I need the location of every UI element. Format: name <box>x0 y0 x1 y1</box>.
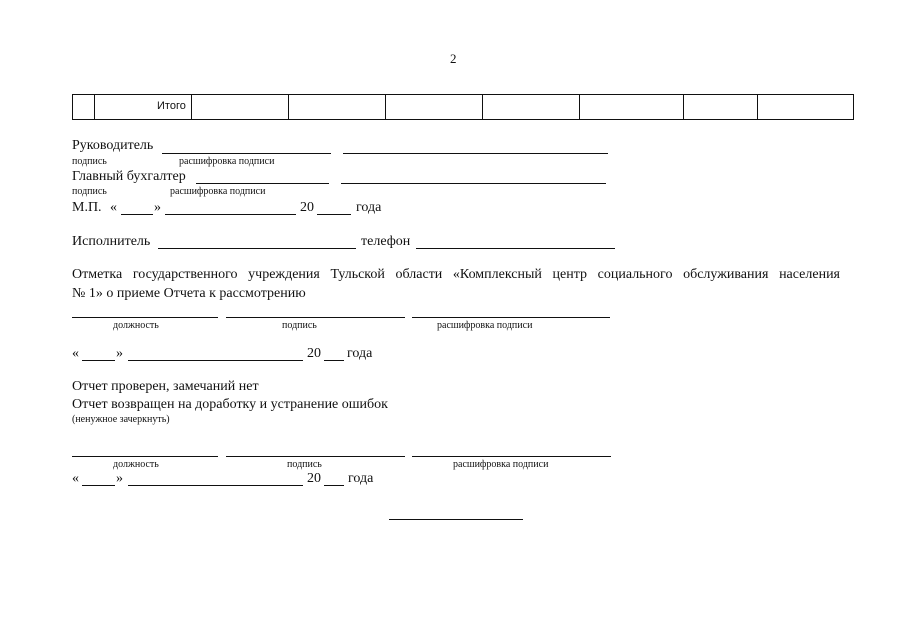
acceptance-signature-line <box>226 317 405 318</box>
review-date-year-line <box>324 485 344 486</box>
phone-label: телефон <box>361 234 411 249</box>
acceptance-text-line1: Отметка государственного учреждения Тульской области «Комплексный центр социального обслуживания населения <box>72 267 840 282</box>
acceptance-date-day-line <box>82 360 115 361</box>
acceptance-decoding-caption: расшифровка подписи <box>437 320 533 331</box>
acceptance-text-line2: № 1» о приеме Отчета к рассмотрению <box>72 286 306 301</box>
date-century: 20 <box>300 200 314 215</box>
acceptance-decoding-line <box>412 317 610 318</box>
strike-note: (ненужное зачеркнуть) <box>72 414 170 425</box>
stamp-label: М.П. <box>72 200 102 215</box>
table-cell <box>580 95 684 119</box>
chief-decoding-caption: расшифровка подписи <box>170 186 266 197</box>
chief-signature-caption: подпись <box>72 186 107 197</box>
review-checked-text: Отчет проверен, замечаний нет <box>72 379 259 394</box>
head-signature-line <box>162 153 331 154</box>
acceptance-date-year-line <box>324 360 344 361</box>
head-decoding-line <box>343 153 608 154</box>
date-open-quote: « <box>110 200 117 215</box>
review-position-line <box>72 456 218 457</box>
review-signature-caption: подпись <box>287 459 322 470</box>
table-cell <box>386 95 483 119</box>
chief-decoding-line <box>341 183 606 184</box>
executor-label: Исполнитель <box>72 234 151 249</box>
review-decoding-caption: расшифровка подписи <box>453 459 549 470</box>
summary-table <box>72 94 854 120</box>
acceptance-date-open-quote: « <box>72 346 79 361</box>
review-date-month-line <box>128 485 303 486</box>
chief-accountant-label: Главный бухгалтер <box>72 169 186 184</box>
acceptance-date-century: 20 <box>307 346 321 361</box>
date-month-line <box>165 214 296 215</box>
acceptance-date-month-line <box>128 360 303 361</box>
chief-signature-line <box>196 183 329 184</box>
table-cell-total <box>95 95 192 119</box>
date-year-word: года <box>356 200 382 215</box>
review-date-open-quote: « <box>72 471 79 486</box>
table-cell <box>758 95 853 119</box>
date-year-line <box>317 214 351 215</box>
review-date-day-line <box>82 485 115 486</box>
date-close-quote: » <box>154 200 161 215</box>
review-date-close-quote: » <box>116 471 123 486</box>
table-cell <box>684 95 758 119</box>
table-cell <box>289 95 386 119</box>
review-decoding-line <box>412 456 611 457</box>
review-date-year-word: года <box>348 471 374 486</box>
acceptance-date-close-quote: » <box>116 346 123 361</box>
acceptance-position-line <box>72 317 218 318</box>
head-signature-caption: подпись <box>72 156 107 167</box>
page-number: 2 <box>450 51 457 66</box>
total-label: Итого <box>157 100 186 112</box>
date-day-line <box>121 214 153 215</box>
review-returned-text: Отчет возвращен на доработку и устранение ошибок <box>72 397 388 412</box>
table-cell <box>483 95 580 119</box>
phone-line <box>416 248 615 249</box>
review-signature-line <box>226 456 405 457</box>
acceptance-signature-caption: подпись <box>282 320 317 331</box>
review-date-century: 20 <box>307 471 321 486</box>
head-label: Руководитель <box>72 138 154 153</box>
table-cell <box>192 95 289 119</box>
acceptance-position-caption: должность <box>113 320 159 331</box>
table-cell <box>73 95 95 119</box>
review-position-caption: должность <box>113 459 159 470</box>
executor-line <box>158 248 356 249</box>
head-decoding-caption: расшифровка подписи <box>179 156 275 167</box>
acceptance-date-year-word: года <box>347 346 373 361</box>
closing-separator-line <box>389 519 523 520</box>
